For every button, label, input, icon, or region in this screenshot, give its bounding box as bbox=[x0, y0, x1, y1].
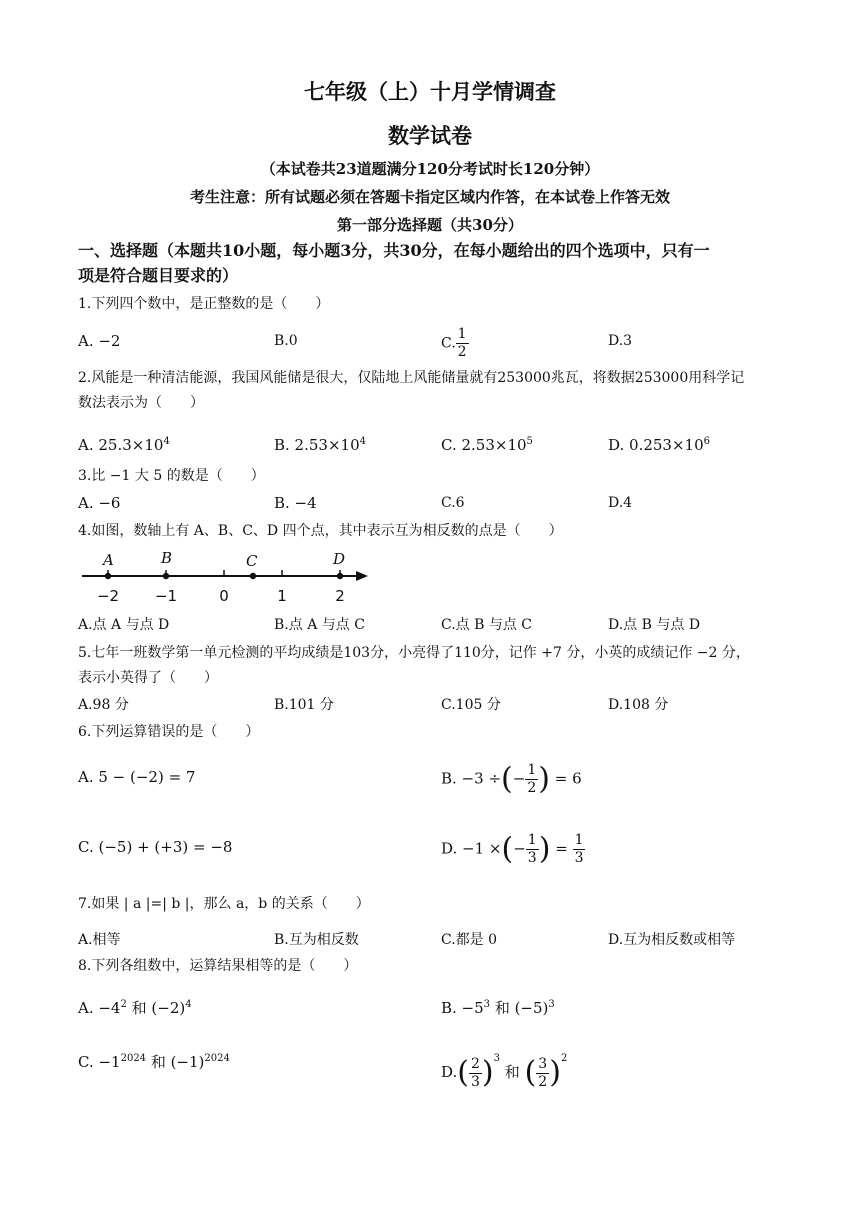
q5-option-d: D.108 分 bbox=[608, 697, 669, 713]
tick-label: 1 bbox=[277, 587, 287, 605]
point-label-a: A bbox=[103, 551, 114, 569]
q1-options bbox=[78, 326, 790, 360]
q4-option-d: D.点 B 与点 D bbox=[608, 617, 701, 633]
q2-option-c: C. $2.53\times 10^5$ bbox=[441, 436, 533, 454]
point-label-d: D bbox=[333, 550, 346, 568]
point-b-dot bbox=[163, 573, 169, 579]
q1-option-d: D.3 bbox=[608, 333, 633, 349]
q8-option-c: C. $-1^{2024}$ 和 $(-1)^{2024}$ bbox=[78, 1053, 230, 1071]
q8-options-ab bbox=[78, 990, 790, 1020]
exam-title: 七年级（上）十月学情调查 bbox=[304, 79, 556, 104]
fraction: $\frac{1}{2}$ bbox=[457, 326, 467, 360]
q7-option-b: B.互为相反数 bbox=[274, 932, 359, 948]
fraction: $\frac{1}{3}$ bbox=[574, 832, 584, 866]
question-4: 4.如图，数轴上有 A、B、C、D 四个点，其中表示互为相反数的点是（ ） bbox=[78, 523, 563, 539]
question-2: 2.风能是一种清洁能源，我国风能储是很大，仅陆地上风能储量就有253000兆瓦，将数据253000用科学记 数法表示为（ ） bbox=[78, 370, 745, 411]
q4-option-c: C.点 B 与点 C bbox=[441, 617, 533, 633]
q4-options bbox=[78, 610, 790, 640]
point-label-b: B bbox=[161, 549, 173, 567]
question-3: 3.比 −1 大 5 的数是（ ） bbox=[78, 468, 265, 484]
q5-option-a: A.98 分 bbox=[78, 697, 129, 713]
q8-option-b: B. $-5^3$ 和 $(-5)^3$ bbox=[441, 999, 555, 1017]
q4-option-a: A.点 A 与点 D bbox=[78, 617, 170, 633]
q5-option-b: B.101 分 bbox=[274, 697, 334, 713]
fraction: $\frac{3}{2}$ bbox=[538, 1055, 548, 1090]
q3-option-d: D.4 bbox=[608, 495, 633, 511]
q1-option-c: C. $\frac{1}{2}$ bbox=[441, 326, 467, 360]
q6-options-ab bbox=[78, 762, 790, 802]
exam-info: （本试卷共23道题满分120分考试时长120分钟） bbox=[260, 160, 600, 178]
q2-option-d: D. $0.253\times 10^6$ bbox=[608, 436, 710, 454]
part-title: 第一部分选择题（共30分） bbox=[337, 216, 523, 234]
q1-option-b: B.0 bbox=[274, 333, 298, 349]
exam-subject: 数学试卷 bbox=[388, 123, 472, 148]
q7-option-a: A.相等 bbox=[78, 932, 121, 948]
fraction: $\frac{1}{2}$ bbox=[527, 762, 537, 796]
point-d-dot bbox=[337, 573, 343, 579]
question-6: 6.下列运算错误的是（ ） bbox=[78, 724, 260, 740]
q5-option-c: C.105 分 bbox=[441, 697, 501, 713]
question-5: 5.七年一班数学第一单元检测的平均成绩是103分，小亮得了110分，记作 +7 分，小英的成绩记作 −2 分， 表示小英得了（ ） bbox=[78, 645, 750, 686]
q6-option-b: B. −3 ÷(− $\frac{1}{2}$ ) = 6 bbox=[441, 761, 582, 797]
section-heading: 一、选择题（本题共10小题，每小题3分，共30分，在每小题给出的四个选项中，只有一 项是符合题目要求的） bbox=[78, 241, 710, 285]
tick-label: 0 bbox=[219, 587, 229, 605]
q6-option-d: D. −1 ×(− $\frac{1}{3}$ ) = $\frac{1}{3}$ bbox=[441, 831, 584, 867]
q7-options bbox=[78, 925, 790, 955]
q5-options bbox=[78, 690, 790, 720]
fraction: $\frac{2}{3}$ bbox=[470, 1055, 480, 1090]
question-8: 8.下列各组数中，运算结果相等的是（ ） bbox=[78, 958, 358, 974]
question-7: 7.如果 | a |=| b |，那么 a，b 的关系（ ） bbox=[78, 896, 370, 912]
q3-option-c: C.6 bbox=[441, 495, 465, 511]
q2-option-b: B. $2.53\times 10^4$ bbox=[274, 436, 366, 454]
q3-option-b: B. −4 bbox=[274, 494, 317, 512]
tick-label: −1 bbox=[154, 587, 178, 605]
point-label-c: C bbox=[246, 552, 258, 570]
point-c-dot bbox=[250, 573, 256, 579]
q7-option-d: D.互为相反数或相等 bbox=[608, 932, 736, 948]
q2-option-a: A. $25.3\times 10^4$ bbox=[78, 436, 170, 454]
q8-option-d: D.( $\frac{2}{3}$ )$^3$ 和 ( $\frac{3}{2}$ )$^2$ bbox=[441, 1053, 568, 1090]
q3-options bbox=[78, 488, 790, 518]
question-1: 1.下列四个数中，是正整数的是（ ） bbox=[78, 296, 330, 312]
number-line-arrow bbox=[356, 571, 368, 581]
tick-label: −2 bbox=[96, 587, 120, 605]
point-a-dot bbox=[105, 573, 111, 579]
q2-options bbox=[78, 427, 790, 457]
fraction: $\frac{1}{3}$ bbox=[527, 832, 537, 866]
q8-option-a: A. $-4^2$ 和 $(-2)^4$ bbox=[78, 999, 192, 1017]
q6-option-a: A. 5 − (−2) = 7 bbox=[78, 768, 196, 786]
exam-notice: 考生注意：所有试题必须在答题卡指定区域内作答，在本试卷上作答无效 bbox=[189, 188, 670, 206]
tick-label: 2 bbox=[335, 587, 345, 605]
q6-options-cd bbox=[78, 832, 790, 872]
q8-options-cd bbox=[78, 1044, 790, 1090]
number-line-figure bbox=[78, 548, 378, 606]
q6-option-c: C. (−5) + (+3) = −8 bbox=[78, 838, 233, 856]
q1-option-a: A. −2 bbox=[78, 332, 121, 350]
q4-option-b: B.点 A 与点 C bbox=[274, 617, 365, 633]
q7-option-c: C.都是 0 bbox=[441, 932, 498, 948]
q3-option-a: A. −6 bbox=[78, 494, 121, 512]
